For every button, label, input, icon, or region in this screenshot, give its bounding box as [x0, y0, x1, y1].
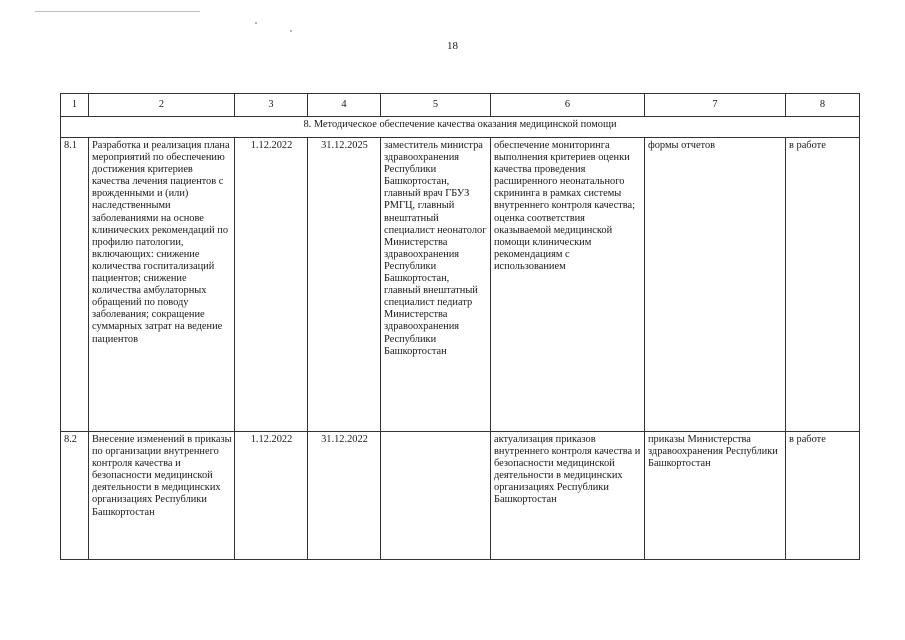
header-cell: 6: [491, 94, 645, 117]
header-cell: 8: [786, 94, 860, 117]
header-row: [61, 94, 860, 117]
start-date-cell: 1.12.2022: [235, 432, 308, 560]
row-number: 8.2: [61, 432, 89, 560]
header-cell: 5: [381, 94, 491, 117]
table-row: [61, 432, 860, 560]
end-date-cell: 31.12.2022: [308, 432, 381, 560]
page-number: 18: [447, 40, 458, 52]
responsible-cell: заместитель министра здравоохранения Республики Башкортостан, главный врач ГБУЗ РМГЦ, главный внештатный специалист неонатолог Министерства здравоохранения Республики Башкортостан, главный внештатный специалист педиатр Министерства здравоохранения Республики Башкортостан: [381, 138, 491, 432]
result-cell: актуализация приказов внутреннего контроля качества и безопасности медицинской деятельности в медицинских организациях Республики Башкортостан: [491, 432, 645, 560]
start-date-cell: 1.12.2022: [235, 138, 308, 432]
header-cell: 2: [89, 94, 235, 117]
header-cell: 4: [308, 94, 381, 117]
result-cell: обеспечение мониторинга выполнения критериев оценки качества проведения расширенного неонатального скрининга в рамках системы внутреннего контроля качества; оценка соответствия оказываемой медицинской помощи клиническим рекомендациям с использованием: [491, 138, 645, 432]
header-cell: 1: [61, 94, 89, 117]
status-cell: в работе: [786, 138, 860, 432]
scan-artifact-line: [35, 11, 200, 12]
activity-cell: Внесение изменений в приказы по организации внутреннего контроля качества и безопасности медицинской деятельности в медицинских организациях Республики Башкортостан: [89, 432, 235, 560]
header-cell: 7: [645, 94, 786, 117]
scan-artifact-dot: [290, 30, 292, 32]
responsible-cell: [381, 432, 491, 560]
section-row: [61, 117, 860, 138]
scan-artifact-dot: [255, 22, 257, 24]
end-date-cell: 31.12.2025: [308, 138, 381, 432]
table-row: [61, 138, 860, 432]
row-number: 8.1: [61, 138, 89, 432]
section-title: 8. Методическое обеспечение качества оказания медицинской помощи: [61, 117, 860, 138]
document-cell: формы отчетов: [645, 138, 786, 432]
document-cell: приказы Министерства здравоохранения Республики Башкортостан: [645, 432, 786, 560]
action-plan-table: [60, 93, 860, 560]
header-cell: 3: [235, 94, 308, 117]
status-cell: в работе: [786, 432, 860, 560]
activity-cell: Разработка и реализация плана мероприятий по обеспечению достижения критериев качества лечения пациентов с врожденными и (или) наследственными заболеваниями на основе клинических рекомендаций по профилю патологии, включающих: снижение количества госпитализаций пациентов; снижение количества амбулаторных обращений по поводу заболевания; сокращение суммарных затрат на ведение пациентов: [89, 138, 235, 432]
